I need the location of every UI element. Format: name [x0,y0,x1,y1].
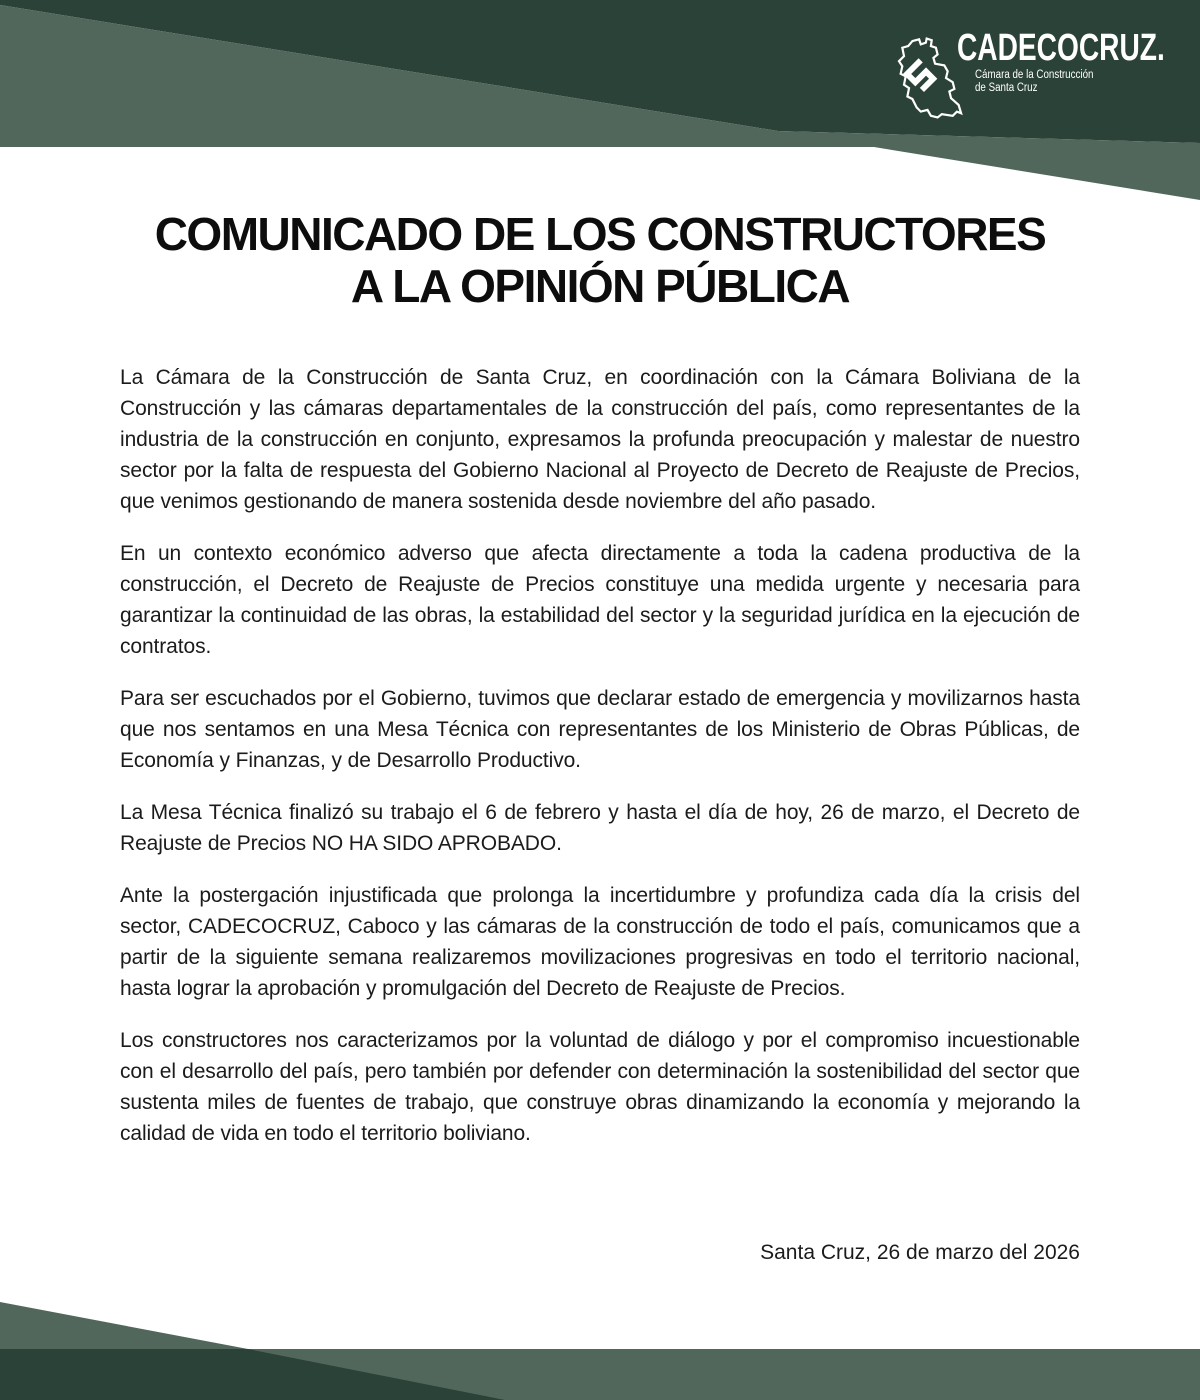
logo-tagline-line1: Cámara de la Construcción [975,69,1094,81]
footer-band [0,1300,1200,1400]
paragraph-1: La Cámara de la Construcción de Santa Cruz, en coordinación con la Cámara Boliviana de la Construcción y las cámaras departamentales de la construcción del país, como representantes de la industria de la construcción en conjunto, expresamos la profunda preocupación y malestar de nuestro sector por la falta de respuesta del Gobierno Nacional al Proyecto de Decreto de Reajuste de Precios, que venimos gestionando de manera sostenida desde noviembre del año pasado. [120,366,1080,513]
page-title-line2: A LA OPINIÓN PÚBLICA [350,260,850,312]
document-body [120,362,1080,1170]
paragraph-2: En un contexto económico adverso que afecta directamente a toda la cadena productiva de la construcción, el Decreto de Reajuste de Precios constituye una medida urgente y necesaria para garantizar la continuidad de las obras, la estabilidad del sector y la seguridad jurídica en la ejecución de contratos. [120,542,1080,658]
logo-tagline-line2: de Santa Cruz [975,81,1038,94]
logo-brand-text: CADECOCRUZ. [957,27,1165,69]
page-title [0,208,1200,312]
footer-band-shapes [0,1300,1200,1400]
logo-tagline [975,69,1093,94]
paragraph-5: Ante la postergación injustificada que prolonga la incertidumbre y profundiza cada día la crisis del sector, CADECOCRUZ, Caboco y las cámaras de la construcción de todo el país, comunicamos que a partir de la siguiente semana realizaremos movilizaciones progresivas en todo el territorio nacional, hasta lograr la aprobación y promulgación del Decreto de Reajuste de Precios. [120,884,1080,1000]
paragraph-3: Para ser escuchados por el Gobierno, tuvimos que declarar estado de emergencia y movilizarnos hasta que nos sentamos en una Mesa Técnica con representantes de los Ministerio de Obras Públicas, de Economía y Finanzas, y de Desarrollo Productivo. [120,687,1080,772]
paragraph-4: La Mesa Técnica finalizó su trabajo el 6 de febrero y hasta el día de hoy, 26 de marzo, el Decreto de Reajuste de Precios NO HA SIDO APROBADO. [120,801,1080,855]
bolivia-map-icon [885,36,965,120]
page-title-line1: COMUNICADO DE LOS CONSTRUCTORES [154,208,1046,260]
paragraph-6: Los constructores nos caracterizamos por la voluntad de diálogo y por el compromiso incuestionable con el desarrollo del país, pero también por defender con determinación la sostenibilidad del sector que sustenta miles de fuentes de trabajo, que construye obras dinamizando la economía y mejorando la calidad de vida en todo el territorio boliviano. [120,1029,1080,1145]
cadecocruz-logo-mark-icon [906,60,936,90]
cadecocruz-logo [885,28,1175,128]
dateline: Santa Cruz, 26 de marzo del 2026 [760,1241,1080,1264]
